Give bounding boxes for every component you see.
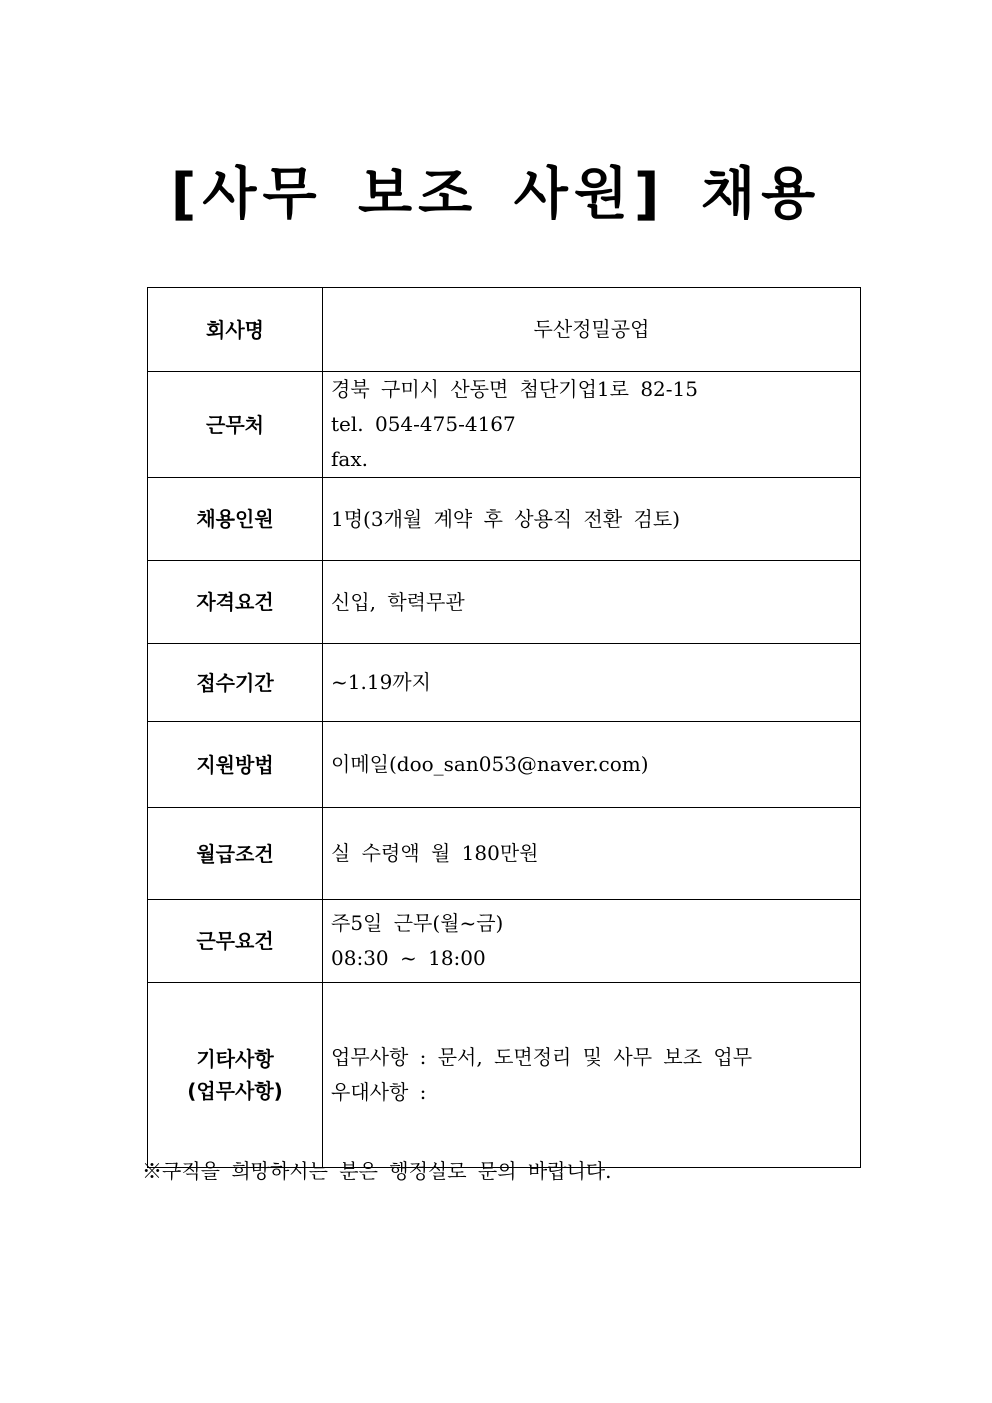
table-row [148,900,861,983]
table-row [148,288,861,372]
value-line: ~1.19까지 [331,670,431,694]
label-line: (업무사항) [187,1079,283,1103]
row-value-company [323,288,861,372]
row-label-company: 회사명 [148,288,323,372]
row-label-workplace: 근무처 [148,372,323,478]
label-line: 기타사항 [196,1047,274,1071]
value-line: fax. [331,447,368,471]
row-value-headcount [323,478,861,561]
table-row [148,372,861,478]
table-row [148,561,861,644]
value-line: 두산정밀공업 [533,317,650,341]
value-line: 경북 구미시 산동면 첨단기업1로 82-15 [331,377,698,401]
value-line: tel. 054-475-4167 [331,412,516,436]
value-line: 주5일 근무(월~금) [331,911,504,935]
value-line: 실 수령액 월 180만원 [331,841,539,865]
row-value-other [323,983,861,1168]
row-label-other [148,983,323,1168]
row-value-deadline [323,644,861,722]
page-title: [사무 보조 사원] 채용 [170,162,822,227]
table-row [148,722,861,808]
value-line: 신입, 학력무관 [331,589,465,614]
table-row [148,983,861,1168]
row-label-headcount: 채용인원 [148,478,323,561]
row-label-deadline: 접수기간 [148,644,323,722]
row-value-work-conditions [323,900,861,983]
value-line: 우대사항 : [331,1080,427,1104]
row-value-salary [323,808,861,900]
value-line: 이메일(doo_san053@naver.com) [331,752,649,776]
row-label-qualification: 자격요건 [148,561,323,644]
value-line: 08:30 ~ 18:00 [331,946,486,970]
value-line: 1명(3개월 계약 후 상용직 전환 검토) [331,506,681,531]
row-value-workplace [323,372,861,478]
table-row [148,808,861,900]
job-info-table [147,287,861,1168]
row-value-qualification [323,561,861,644]
footnote: ※구직을 희망하시는 분은 행정실로 문의 바랍니다. [142,1159,612,1183]
row-label-apply-method: 지원방법 [148,722,323,808]
row-label-work-conditions: 근무요건 [148,900,323,983]
value-line: 업무사항 : 문서, 도면정리 및 사무 보조 업무 [331,1045,753,1069]
table-row [148,478,861,561]
row-value-apply-method [323,722,861,808]
row-label-salary: 월급조건 [148,808,323,900]
table-row [148,644,861,722]
